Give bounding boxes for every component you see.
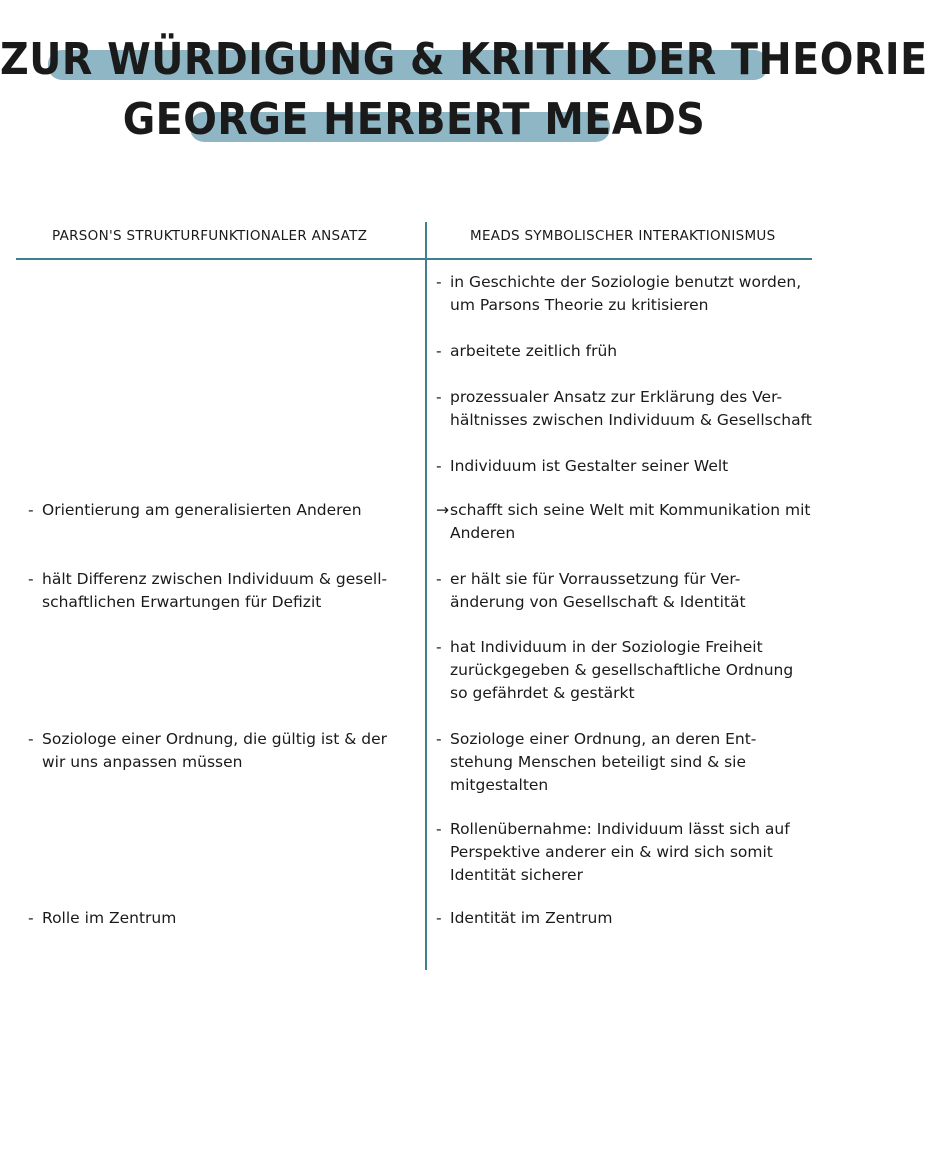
right-item-text: Individuum ist Gestalter seiner Welt: [450, 457, 729, 475]
left-item-text: Soziologe einer Ordnung, die gültig ist & der wir uns anpassen müssen: [42, 730, 388, 771]
left-item-text: Orientierung am generalisierten Anderen: [42, 501, 362, 519]
right-item-text: in Geschichte der Soziologie benutzt worden, um Parsons Theorie zu kritisieren: [450, 273, 802, 314]
right-item-text: Soziologe einer Ordnung, an deren Ent- stehung Menschen beteiligt sind & sie mitgestalten: [450, 730, 757, 794]
right-list-item: [436, 568, 821, 614]
bullet-dash: -: [436, 570, 442, 588]
bullet-dash: -: [28, 730, 34, 748]
bullet-dash: -: [436, 820, 442, 838]
right-list-item: [436, 907, 821, 930]
right-item-text: schafft sich seine Welt mit Kommunikation mit Anderen: [450, 501, 811, 542]
right-item-text: Rollenübernahme: Individuum lässt sich auf Perspektive anderer ein & wird sich somit Identität sicherer: [450, 820, 790, 884]
bullet-dash: -: [436, 342, 442, 360]
bullet-dash: -: [436, 730, 442, 748]
left-column-header: PARSON'S STRUKTURFUNKTIONALER ANSATZ: [52, 228, 368, 244]
arrow-icon: →: [436, 501, 449, 519]
right-list-item: [436, 386, 821, 432]
left-list-item: [28, 568, 418, 614]
right-list-item: [436, 636, 821, 705]
bullet-dash: -: [436, 457, 442, 475]
bullet-dash: -: [28, 570, 34, 588]
bullet-dash: -: [436, 388, 442, 406]
right-item-text: prozessualer Ansatz zur Erklärung des Ver- hältnisses zwischen Individuum & Gesellschaft: [450, 388, 812, 429]
right-column-header: MEADS SYMBOLISCHER INTERAKTIONISMUS: [470, 228, 776, 244]
left-list-item: [28, 728, 418, 774]
right-list-item: [436, 818, 821, 887]
right-item-text: Identität im Zentrum: [450, 909, 613, 927]
right-list-item: [436, 728, 821, 797]
bullet-dash: -: [28, 501, 34, 519]
page-title-line-2: GEORGE HERBERT MEADS: [122, 94, 706, 145]
page-title-line-1: ZUR WÜRDIGUNG & KRITIK DER THEORIE: [0, 34, 928, 85]
right-list-item: [436, 455, 821, 478]
column-divider: [425, 222, 427, 970]
right-item-text: er hält sie für Vorraussetzung für Ver- änderung von Gesellschaft & Identität: [450, 570, 746, 611]
bullet-dash: -: [436, 273, 442, 291]
bullet-dash: -: [436, 909, 442, 927]
left-list-item: [28, 907, 418, 930]
right-list-item: [436, 340, 821, 363]
right-list-item: [436, 271, 821, 317]
right-list-item: [436, 499, 821, 545]
right-item-text: hat Individuum in der Soziologie Freiheit zurückgegeben & gesellschaftliche Ordnung so gefährdet & gestärkt: [450, 638, 794, 702]
header-divider: [16, 258, 812, 260]
left-item-text: hält Differenz zwischen Individuum & gesell- schaftlichen Erwartungen für Defizit: [42, 570, 388, 611]
bullet-dash: -: [28, 909, 34, 927]
left-list-item: [28, 499, 418, 522]
left-item-text: Rolle im Zentrum: [42, 909, 177, 927]
right-item-text: arbeitete zeitlich früh: [450, 342, 618, 360]
bullet-dash: -: [436, 638, 442, 656]
